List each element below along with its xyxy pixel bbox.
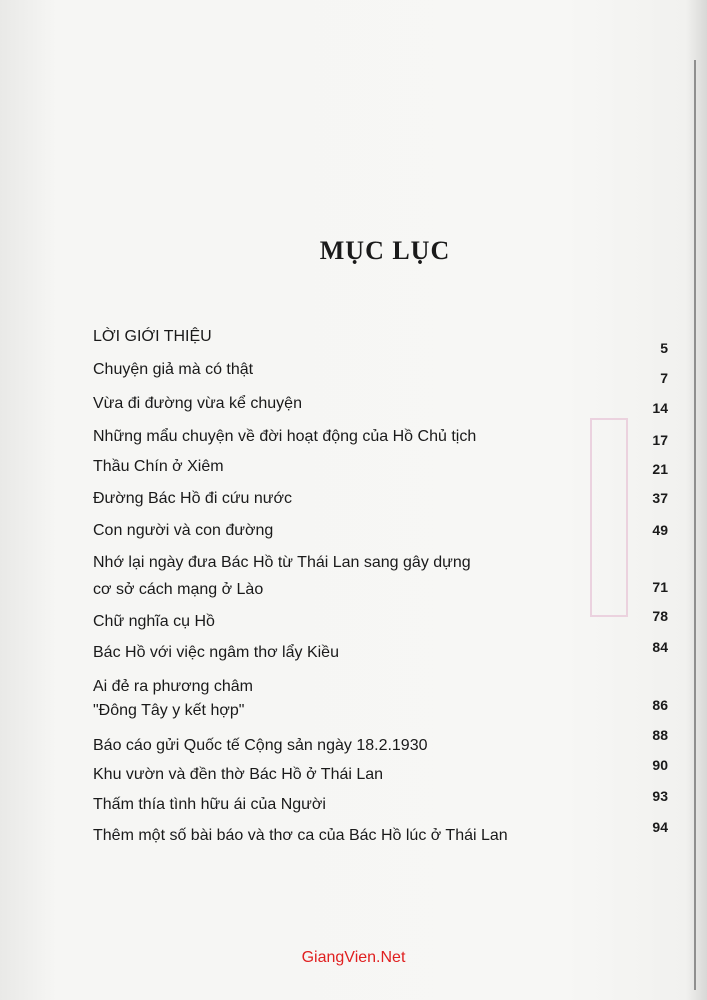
toc-entry-page: 17 — [652, 432, 668, 448]
toc-entry-title: Ai đẻ ra phương châm — [93, 678, 253, 695]
toc-entry-title: Khu vườn và đền thờ Bác Hồ ở Thái Lan — [93, 766, 384, 783]
toc-entry-page: 78 — [652, 608, 668, 624]
toc-entry-title: Bác Hồ với việc ngâm thơ lẩy Kiều — [93, 644, 339, 661]
toc-entry[interactable] — [93, 423, 668, 450]
toc-entry-page: 37 — [652, 490, 668, 506]
toc-entry-page: 93 — [652, 788, 668, 804]
toc-entry[interactable] — [93, 673, 668, 724]
toc-entry-title: Đường Bác Hồ đi cứu nước — [93, 490, 292, 507]
toc-entry-title: Chữ nghĩa cụ Hồ — [93, 613, 215, 630]
toc-entry[interactable] — [93, 485, 668, 512]
toc-entry[interactable] — [93, 323, 668, 356]
toc-entry-title: Thầu Chín ở Xiêm — [93, 458, 224, 475]
toc-entry[interactable] — [93, 819, 668, 849]
toc-entry-title: Nhớ lại ngày đưa Bác Hồ từ Thái Lan sang gây dựng — [93, 554, 471, 571]
toc-entry-title: "Đông Tây y kết hợp" — [93, 702, 245, 719]
toc-entry-title: Báo cáo gửi Quốc tế Cộng sản ngày 18.2.1930 — [93, 737, 428, 754]
toc-entry-page: 21 — [652, 461, 668, 477]
toc-entry[interactable] — [93, 356, 668, 386]
watermark-site-name: GiangVien.Net — [301, 949, 406, 966]
toc-entry[interactable] — [93, 608, 668, 635]
toc-entry[interactable] — [93, 727, 668, 759]
toc-entry[interactable] — [93, 390, 668, 417]
toc-entry[interactable] — [93, 453, 668, 480]
toc-entry[interactable] — [93, 517, 668, 544]
toc-entry[interactable] — [93, 549, 668, 603]
toc-entry-page: 5 — [660, 340, 668, 356]
toc-entry-page: 7 — [660, 370, 668, 386]
toc-entry-title: Thêm một số bài báo và thơ ca của Bác Hồ lúc ở Thái Lan — [93, 827, 508, 844]
toc-entry[interactable] — [93, 788, 668, 818]
toc-entry-title: Thấm thía tình hữu ái của Người — [93, 796, 326, 813]
toc-entry-page: 71 — [652, 579, 668, 595]
toc-entry-page: 49 — [652, 522, 668, 538]
page-title: MỤC LỤC — [319, 236, 451, 265]
toc-entry-title: Vừa đi đường vừa kể chuyện — [93, 395, 302, 412]
toc-entry-page: 84 — [652, 639, 668, 655]
toc-entry[interactable] — [93, 757, 668, 788]
toc-entry-page: 90 — [652, 757, 668, 773]
toc-entry-page: 86 — [652, 697, 668, 713]
toc-entry[interactable] — [93, 639, 668, 666]
toc-entry-title: LỜI GIỚI THIỆU — [93, 328, 212, 345]
page-edge — [694, 60, 696, 990]
toc-entry-page: 88 — [652, 727, 668, 743]
toc-entry-title: Chuyện giả mà có thật — [93, 361, 254, 378]
toc-entry-title: cơ sở cách mạng ở Lào — [93, 581, 264, 598]
toc-entry-page: 94 — [652, 819, 668, 835]
toc-entry-page: 14 — [652, 400, 668, 416]
toc-entry-title: Con người và con đường — [93, 522, 274, 539]
toc-entry-title: Những mẩu chuyện về đời hoạt động của Hồ Chủ tịch — [93, 428, 477, 445]
